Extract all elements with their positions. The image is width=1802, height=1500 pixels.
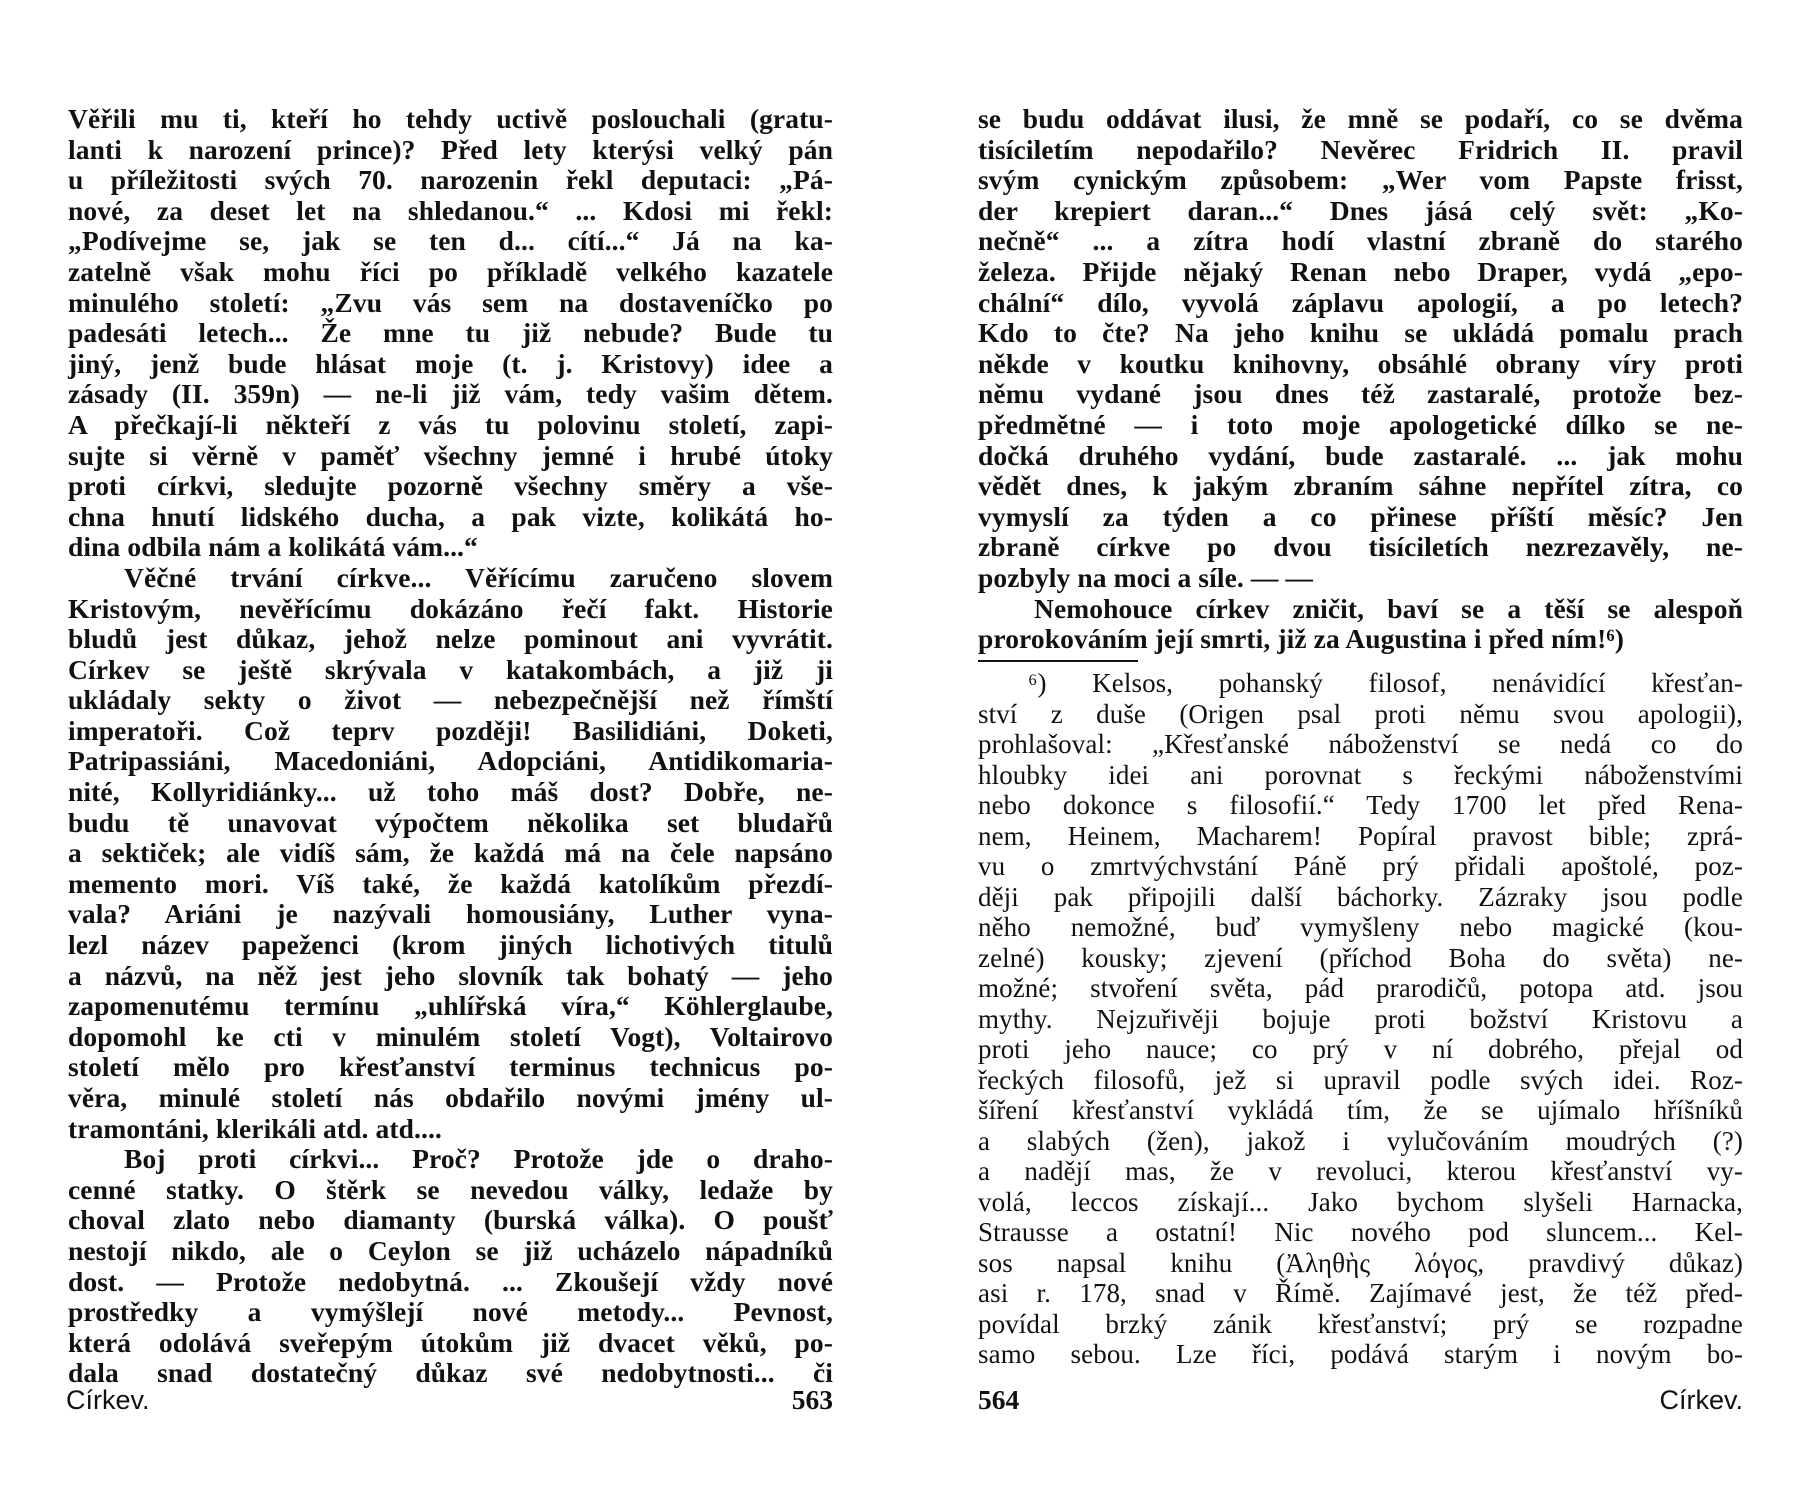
text-line: imperatoři. Což teprv později! Basilidiáni, Doketi, [68,714,833,746]
text-line: Kdo to čte? Na jeho knihu se ukládá pomalu prach [978,317,1743,349]
text-line: vala? Ariáni je nazývali homousiány, Luther vyna- [68,898,833,930]
text-line: a sektiček; ale vidíš sám, že každá má na čele napsáno [68,837,833,869]
text-line: nestojí nikdo, ale o Ceylon se již ucházelo nápadníků [68,1234,833,1266]
text-line: prostředky a vymýšlejí nové metody... Pevnost, [68,1296,833,1328]
text-line: choval zlato nebo diamanty (burská válka). O poušť [68,1204,833,1236]
right-page-body [978,104,1743,655]
footnote-line: ⁶) Kelsos, pohanský filosof, nenávidící křesťan- [1028,668,1743,698]
left-page-body [68,104,833,1389]
text-line: budu tě unavovat výpočtem několika set bludařů [68,806,833,838]
right-page-number: 564 [978,1384,1020,1415]
text-line: u příležitosti svých 70. narozenin řekl deputaci: „Pá- [68,164,833,196]
text-line: dala snad dostatečný důkaz své nedobytnosti... či [68,1357,833,1389]
text-line: předmětné — i toto moje apologetické dílko se ne- [978,408,1743,440]
text-line: bludů jest důkaz, jehož nelze pominout ani vyvrátit. [68,623,833,655]
footnote-line: hloubky idei ani porovnat s řeckými náboženstvími [978,759,1743,790]
footnote-line: mythy. Nejzuřivěji bojuje proti božství Kristovu a [978,1003,1743,1034]
footnote-line: nem, Heinem, Macharem! Popíral pravost bible; zprá- [978,820,1743,851]
footnote-line: ství z duše (Origen psal proti němu svou apologii), [978,698,1743,729]
footnote-line: vu o zmrtvýchvstání Páně prý přidali apoštolé, poz- [978,851,1743,881]
footnote-line: povídal brzký zánik křesťanství; prý se rozpadne [978,1308,1743,1339]
left-page-number: 563 [791,1384,833,1415]
text-line: A přečkají-li někteří z vás tu polovinu století, zapi- [68,408,833,440]
left-running-head: Církev. [66,1385,150,1415]
footnote-line: prohlašoval: „Křesťanské náboženství se nedá co do [978,729,1743,759]
text-line: zbraně církve po dvou tisíciletích nezrezavěly, ne- [978,531,1743,563]
footnote-line: proti jeho nauce; co prý v ní dobrého, přejal od [978,1034,1743,1064]
text-line: dost. — Protože nedobytná. ... Zkoušejí vždy nové [68,1265,833,1297]
footnote-line: zelné) kousky; zjevení (příchod Boha do světa) ne- [978,942,1743,973]
text-line: Věřili mu ti, kteří ho tehdy uctivě poslouchali (gratu- [68,103,833,134]
text-line: zatelně však mohu říci po příkladě velkého kazatele [68,255,833,287]
text-line: železa. Přijde nějaký Renan nebo Draper, vydá „epo- [978,255,1743,287]
text-line: Boj proti církvi... Proč? Protože jde o draho- [124,1143,833,1175]
footnote-line: šíření křesťanství vykládá tím, že se ujímalo hříšníků [978,1095,1743,1125]
left-page [68,0,833,1500]
text-line: Nemohouce církev zničit, baví se a těší se alespoň [1034,592,1743,624]
footnote-line: Strausse a ostatní! Nic nového pod sluncem... Kel- [978,1217,1743,1247]
text-line: dina odbila nám a kolikátá vám...“ [68,531,478,563]
text-line: cenné statky. O štěrk se nevedou války, ledaže by [68,1173,833,1205]
text-line: se budu oddávat ilusi, že mně se podaří, co se dvěma [978,103,1743,134]
text-line: der krepiert daran...“ Dnes jásá celý svět: „Ko- [978,194,1743,226]
footnote-rule [978,660,1138,662]
footnote-line: řeckých filosofů, jež si upravil podle svých idei. Roz- [978,1064,1743,1095]
footnote-line: volá, leccos získají... Jako bychom slyšeli Harnacka, [978,1186,1743,1217]
text-line: tisíciletím nepodařilo? Nevěrec Fridrich II. pravil [978,133,1743,165]
text-line: prorokováním její smrti, již za Augustina i před ním!⁶) [978,623,1624,655]
text-line: vědět dnes, k jakým zbraním sáhne nepřítel zítra, co [978,470,1743,502]
text-line: minulého století: „Zvu vás sem na dostaveníčko po [68,286,833,318]
footnote-line: a slabých (žen), jakož i vylučováním moudrých (?) [978,1125,1743,1156]
text-line: nité, Kollyridiánky... už toho máš dost? Dobře, ne- [68,776,833,808]
text-line: věra, minulé století nás obdařilo novými jmény ul- [68,1082,833,1113]
text-line: Patripassiáni, Macedoniáni, Adopciáni, Antidikomaria- [68,745,833,777]
text-line: tramontáni, klerikáli atd. atd.... [68,1112,442,1144]
text-line: která odolává sveřepým útokům již dvacet věků, po- [68,1326,833,1358]
text-line: sujte si věrně v paměť všechny jemné i hrubé útoky [68,439,833,471]
footnote-line: ději pak připojili další báchorky. Zázraky jsou podle [978,881,1743,912]
text-line: století mělo pro křesťanství terminus technicus po- [68,1051,833,1083]
footnote-line: něho nemožné, buď vymyšleny nebo magické (kou- [978,912,1743,942]
text-line: „Podívejme se, jak se ten d... cítí...“ Já na ka- [68,225,833,257]
footnote-line: nebo dokonce s filosofií.“ Tedy 1700 let před Rena- [978,790,1743,820]
text-line: jiný, jenž bude hlásat moje (t. j. Kristovy) idee a [68,347,833,379]
text-line: nečně“ ... a zítra hodí vlastní zbraně do starého [978,225,1743,257]
text-line: ukládaly sekty o život — nebezpečnější než římští [68,684,833,716]
footnote-line: samo sebou. Lze říci, podává starým i novým bo- [978,1339,1743,1369]
text-line: pozbyly na moci a síle. — — [978,561,1313,593]
right-running-head: Církev. [1659,1385,1743,1415]
text-line: chální“ dílo, vyvolá záplavu apologií, a po letech? [978,286,1743,318]
footnote-line: sos napsal knihu (Ἀληθὴς λόγος, pravdivý důkaz) [978,1247,1743,1278]
text-line: svým cynickým způsobem: „Wer vom Papste frisst, [978,164,1743,196]
text-line: lanti k narození prince)? Před lety kterýsi velký pán [68,133,833,165]
text-line: memento mori. Víš také, že každá katolíkům přezdí- [68,867,833,899]
text-line: někde v koutku knihovny, obsáhlé obrany víry proti [978,347,1743,379]
text-line: a názvů, na něž jest jeho slovník tak bohatý — jeho [68,959,833,991]
text-line: proti církvi, sledujte pozorně všechny směry a vše- [68,470,833,502]
footnote [978,668,1743,1370]
footnote-line: možné; stvoření světa, pád prarodičů, potopa atd. jsou [978,973,1743,1003]
text-line: lezl název papeženci (krom jiných lichotivých titulů [68,929,833,961]
footnote-line: a nadějí mas, že v revoluci, kterou křesťanství vy- [978,1156,1743,1186]
text-line: padesáti letech... Že mne tu již nebude? Bude tu [68,317,833,349]
footnote-line: asi r. 178, snad v Římě. Zajímavé jest, že též před- [978,1278,1743,1308]
text-line: němu vydané jsou dnes též zastaralé, protože bez- [978,378,1743,410]
text-line: Kristovým, nevěřícímu dokázáno řečí fakt. Historie [68,592,833,624]
text-line: zásady (II. 359n) — ne-li již vám, tedy vašim dětem. [68,378,833,410]
right-page [978,0,1743,1500]
text-line: dočká druhého vydání, bude zastaralé. ... jak mohu [978,439,1743,471]
text-line: Věčné trvání církve... Věřícímu zaručeno slovem [124,561,833,593]
text-line: dopomohl ke cti v minulém století Vogt), Voltairovo [68,1020,833,1052]
text-line: nové, za deset let na shledanou.“ ... Kdosi mi řekl: [68,194,833,226]
text-line: chna hnutí lidského ducha, a pak vizte, kolikátá ho- [68,500,833,532]
text-line: zapomenutému termínu „uhlířská víra,“ Köhlerglaube, [68,990,833,1022]
text-line: Církev se ještě skrývala v katakombách, a již ji [68,653,833,685]
text-line: vymyslí za týden a co přinese příští měsíc? Jen [978,500,1743,532]
